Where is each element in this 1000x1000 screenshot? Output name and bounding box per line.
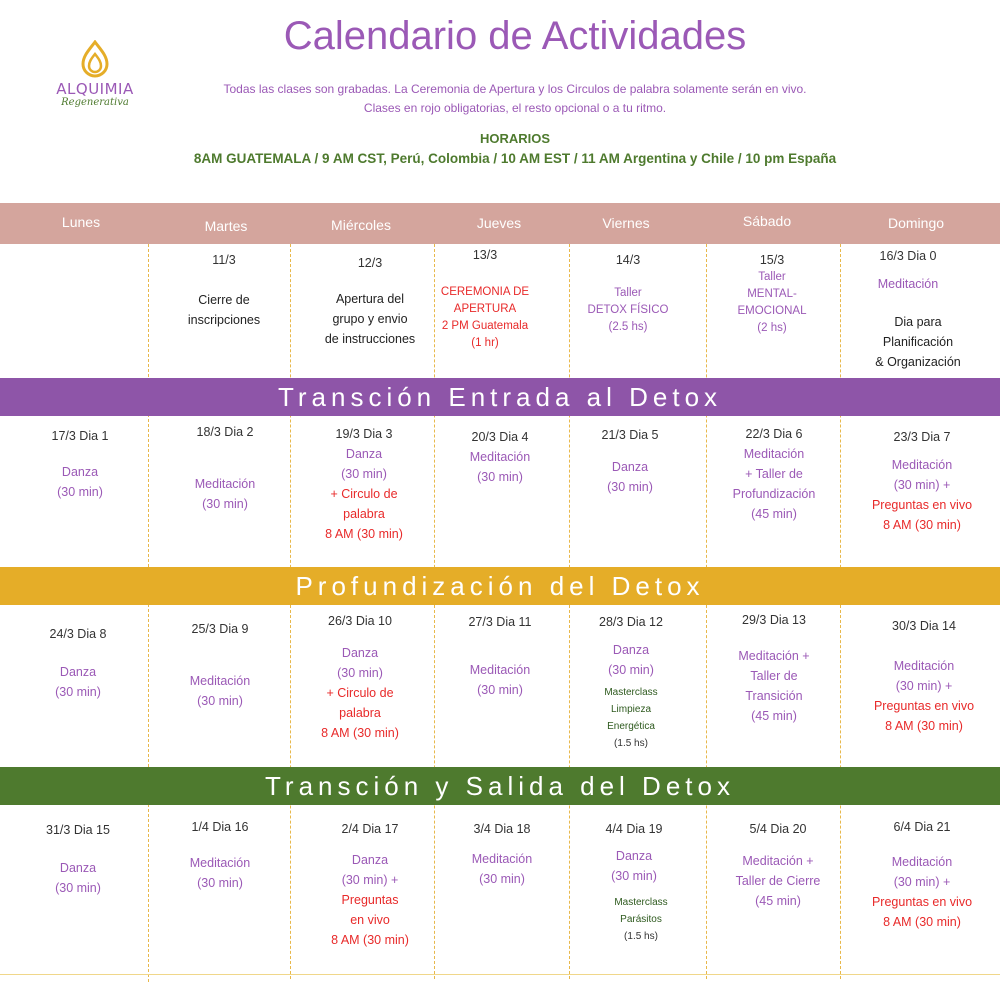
cell-27-3: 27/3 Dia 11 Meditación (30 min) xyxy=(468,615,532,697)
day-monday: Lunes xyxy=(61,214,101,230)
cell-17-3: 17/3 Dia 1 Danza (30 min) xyxy=(51,429,109,499)
cell-25-3: 25/3 Dia 9 Meditación (30 min) xyxy=(189,622,251,708)
cell-5-4: 5/4 Dia 20 Meditación + Taller de Cierre (45 min) xyxy=(735,822,821,908)
cell-28-3: 28/3 Dia 12 Danza (30 min) Masterclass Limpieza Energética (1.5 hs) xyxy=(599,615,663,749)
cell-13-3: 13/3 CEREMONIA DE APERTURA 2 PM Guatemala (1 hr) xyxy=(440,248,530,349)
cell-20-3: 20/3 Dia 4 Meditación (30 min) xyxy=(469,430,531,484)
cell-31-3: 31/3 Dia 15 Danza (30 min) xyxy=(46,823,110,895)
day-thursday: Jueves xyxy=(476,215,522,231)
cell-11-3: 11/3 Cierre de inscripciones xyxy=(187,253,261,327)
logo-tagline: Regenerativa xyxy=(61,97,129,108)
cell-2-4: 2/4 Dia 17 Danza (30 min) + Preguntas en vivo 8 AM (30 min) xyxy=(331,822,409,947)
horarios-times: 8AM GUATEMALA / 9 AM CST, Perú, Colombia / 10 AM EST / 11 AM Argentina y Chile / 10 pm España xyxy=(193,151,837,166)
column-divider xyxy=(148,244,149,982)
cell-29-3: 29/3 Dia 13 Meditación + Taller de Transición (45 min) xyxy=(738,613,810,723)
cell-12-3: 12/3 Apertura del grupo y envio de instrucciones xyxy=(324,256,416,346)
page-title: Calendario de Actividades xyxy=(283,14,747,58)
band-salida: Transción y Salida del Detox xyxy=(0,767,1000,805)
logo-name: ALQUIMIA xyxy=(56,80,134,98)
bottom-rule xyxy=(0,974,1000,975)
cell-26-3: 26/3 Dia 10 Danza (30 min) + Circulo de palabra 8 AM (30 min) xyxy=(321,614,399,740)
day-saturday: Sábado xyxy=(742,213,792,229)
cell-23-3: 23/3 Dia 7 Meditación (30 min) + Preguntas en vivo 8 AM (30 min) xyxy=(871,430,973,532)
cell-24-3: 24/3 Dia 8 Danza (30 min) xyxy=(49,627,107,699)
cell-19-3: 19/3 Dia 3 Danza (30 min) + Circulo de palabra 8 AM (30 min) xyxy=(325,427,403,541)
cell-30-3: 30/3 Dia 14 Meditación (30 min) + Preguntas en vivo 8 AM (30 min) xyxy=(873,619,975,733)
cell-6-4: 6/4 Dia 21 Meditación (30 min) + Preguntas en vivo 8 AM (30 min) xyxy=(871,820,973,929)
day-friday: Viernes xyxy=(602,215,650,231)
subtitle-line-2: Clases en rojo obligatorias, el resto opcional o a tu ritmo. xyxy=(363,101,667,115)
band-profundizacion: Profundización del Detox xyxy=(0,567,1000,605)
cell-22-3: 22/3 Dia 6 Meditación + Taller de Profundización (45 min) xyxy=(732,427,816,521)
cell-3-4: 3/4 Dia 18 Meditación (30 min) xyxy=(471,822,533,886)
cell-21-3: 21/3 Dia 5 Danza (30 min) xyxy=(601,428,659,494)
horarios-label: HORARIOS xyxy=(479,131,551,146)
cell-14-3: 14/3 Taller DETOX FÍSICO (2.5 hs) xyxy=(587,253,669,333)
cell-18-3: 18/3 Dia 2 Meditación (30 min) xyxy=(194,425,256,511)
day-sunday: Domingo xyxy=(887,215,945,231)
band-entrada: Transción Entrada al Detox xyxy=(0,378,1000,416)
cell-16-3: 16/3 Dia 0 Meditación Dia para Planificación & Organización xyxy=(875,249,961,369)
cell-4-4: 4/4 Dia 19 Danza (30 min) Masterclass Parásitos (1.5 hs) xyxy=(605,822,668,942)
day-tuesday: Martes xyxy=(204,218,248,234)
day-wednesday: Miércoles xyxy=(331,217,391,233)
subtitle-line-1: Todas las clases son grabadas. La Ceremonia de Apertura y los Circulos de palabra solamente serán en vivo. xyxy=(223,82,807,96)
cell-15-3: 15/3 Taller MENTAL- EMOCIONAL (2 hs) xyxy=(737,253,807,334)
cell-1-4: 1/4 Dia 16 Meditación (30 min) xyxy=(189,820,251,890)
